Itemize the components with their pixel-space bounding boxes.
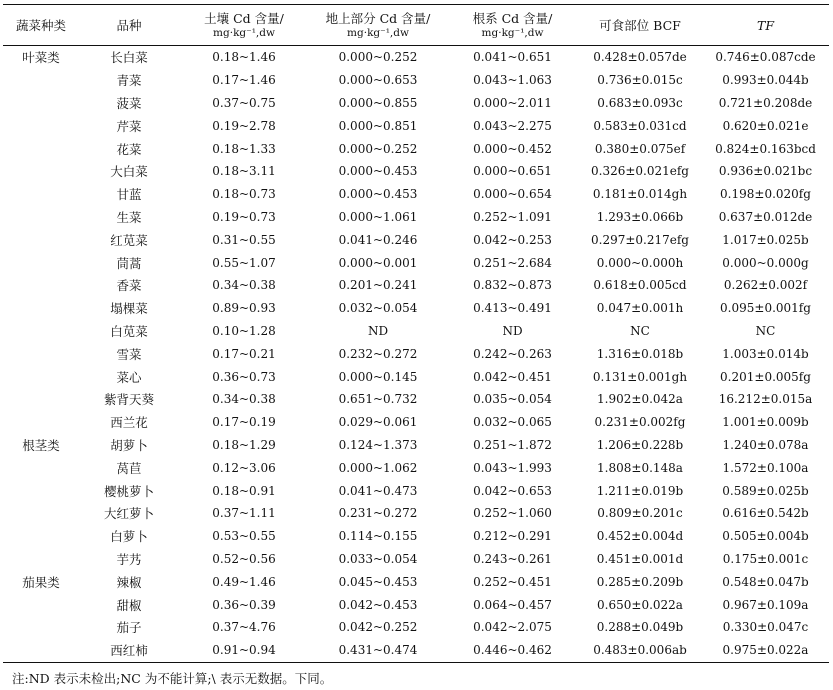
cell-shoot-cd: 0.231~0.272	[338, 506, 418, 521]
cell-tf: 16.212±0.015a	[718, 392, 813, 407]
cell-bcf: 0.618±0.005cd	[593, 278, 687, 293]
cell-shoot-cd: 0.114~0.155	[338, 529, 418, 544]
cell-root-cd: 0.212~0.291	[473, 529, 552, 544]
cell-root-cd: 0.064~0.457	[473, 597, 552, 612]
header-soil-cd: 土壤 Cd 含量/ mg·kg⁻¹,dw	[204, 10, 284, 39]
cell-root-cd: 0.000~0.452	[473, 141, 552, 156]
cell-tf: 0.746±0.087cde	[715, 50, 816, 65]
cell-soil-cd: 0.17~0.21	[212, 346, 276, 361]
cell-variety: 长白菜	[110, 50, 148, 66]
table-row	[3, 114, 829, 137]
cell-bcf: 0.181±0.014gh	[592, 187, 688, 202]
cell-bcf: 0.380±0.075ef	[594, 141, 686, 156]
cell-tf: NC	[755, 323, 776, 338]
cell-root-cd: 0.413~0.491	[473, 301, 552, 316]
table-row	[3, 320, 829, 343]
table-row	[3, 502, 829, 525]
cell-bcf: 0.683±0.093c	[597, 95, 683, 110]
cell-tf: 0.637±0.012de	[718, 209, 813, 224]
table-row	[3, 456, 829, 479]
table-row	[3, 69, 829, 92]
header-tf: TF	[756, 17, 774, 33]
cell-variety: 青菜	[116, 73, 142, 89]
cell-shoot-cd: 0.000~0.001	[338, 255, 418, 270]
cell-category	[3, 639, 79, 662]
cell-bcf: 0.452±0.004d	[596, 529, 684, 544]
cell-bcf: 1.293±0.066b	[596, 209, 684, 224]
header-variety: 品种	[116, 17, 142, 33]
cell-shoot-cd: 0.000~1.061	[338, 209, 418, 224]
table-row	[3, 525, 829, 548]
cell-category	[3, 388, 79, 411]
cell-soil-cd: 0.55~1.07	[212, 255, 276, 270]
cell-category	[3, 137, 79, 160]
cell-variety: 白萝卜	[110, 529, 148, 545]
cell-root-cd: 0.032~0.065	[473, 415, 552, 430]
cell-tf: 1.001±0.009b	[722, 415, 809, 430]
table-row	[3, 342, 829, 365]
cell-bcf: 1.206±0.228b	[596, 437, 684, 452]
cell-category: 根茎类	[22, 437, 60, 453]
cell-soil-cd: 0.89~0.93	[212, 301, 276, 316]
cell-category	[3, 160, 79, 183]
cell-bcf: 1.211±0.019b	[596, 483, 684, 498]
cell-tf: 0.993±0.044b	[722, 73, 809, 88]
cell-shoot-cd: 0.000~1.062	[338, 460, 418, 475]
cell-shoot-cd: 0.000~0.453	[338, 187, 418, 202]
cell-bcf: 0.583±0.031cd	[593, 118, 687, 133]
table-row	[3, 46, 829, 69]
header-row	[3, 5, 829, 46]
cell-tf: 0.262±0.002f	[723, 278, 808, 293]
table-row	[3, 251, 829, 274]
cell-variety: 塌棵菜	[110, 301, 148, 317]
cell-root-cd: 0.035~0.054	[473, 392, 552, 407]
cell-soil-cd: 0.18~1.46	[212, 50, 276, 65]
cell-tf: 0.967±0.109a	[722, 597, 809, 612]
cell-bcf: 0.297±0.217efg	[591, 232, 689, 247]
cell-tf: 0.620±0.021e	[722, 118, 809, 133]
table-row	[3, 365, 829, 388]
cell-bcf: 0.451±0.001d	[596, 551, 684, 566]
cell-category	[3, 616, 79, 639]
cell-soil-cd: 0.18~0.91	[212, 483, 276, 498]
cell-soil-cd: 0.52~0.56	[212, 551, 276, 566]
table-row	[3, 183, 829, 206]
cell-soil-cd: 0.18~1.29	[212, 437, 276, 452]
cell-bcf: 0.736±0.015c	[597, 73, 683, 88]
cell-bcf: 0.000~0.000h	[596, 255, 684, 270]
cell-soil-cd: 0.19~0.73	[212, 209, 276, 224]
cell-tf: 0.505±0.004b	[722, 529, 809, 544]
cell-tf: 1.003±0.014b	[722, 346, 809, 361]
cell-category	[3, 69, 79, 92]
table-note: 注:ND 表示未检出;NC 为不能计算;\ 表示无数据。下同。	[12, 671, 333, 686]
cell-category	[3, 206, 79, 229]
header-shoot-cd: 地上部分 Cd 含量/ mg·kg⁻¹,dw	[325, 10, 431, 39]
cell-root-cd: ND	[502, 323, 523, 338]
cell-soil-cd: 0.17~0.19	[212, 415, 276, 430]
cell-shoot-cd: 0.000~0.453	[338, 164, 418, 179]
cell-bcf: NC	[630, 323, 650, 338]
cell-variety: 西兰花	[110, 415, 148, 431]
cell-variety: 茼蒿	[116, 255, 142, 271]
cell-shoot-cd: 0.032~0.054	[338, 301, 418, 316]
cell-tf: 0.616±0.542b	[722, 506, 809, 521]
table-row	[3, 92, 829, 115]
cell-variety: 大白菜	[110, 164, 148, 180]
cell-category	[3, 456, 79, 479]
cell-root-cd: 0.000~0.651	[473, 164, 552, 179]
cell-variety: 西红柿	[110, 643, 148, 659]
cell-root-cd: 0.251~1.872	[473, 437, 552, 452]
cell-variety: 莴苣	[116, 460, 142, 476]
table-row	[3, 593, 829, 616]
cell-soil-cd: 0.31~0.55	[212, 232, 276, 247]
cell-root-cd: 0.251~2.684	[473, 255, 552, 270]
cell-shoot-cd: 0.000~0.252	[338, 141, 418, 156]
cell-root-cd: 0.042~0.253	[473, 232, 552, 247]
cell-variety: 白苋菜	[110, 323, 148, 339]
cell-shoot-cd: 0.232~0.272	[338, 346, 418, 361]
table-row	[3, 479, 829, 502]
cell-soil-cd: 0.37~0.75	[212, 95, 276, 110]
cell-tf: 0.175±0.001c	[722, 551, 809, 566]
cell-bcf: 0.285±0.209b	[596, 574, 684, 589]
cell-category: 叶菜类	[22, 50, 60, 66]
cell-tf: 1.240±0.078a	[722, 437, 809, 452]
cell-variety: 樱桃萝卜	[103, 483, 154, 499]
table-row	[3, 297, 829, 320]
cell-shoot-cd: 0.041~0.246	[338, 232, 418, 247]
cell-variety: 大红萝卜	[103, 506, 154, 522]
cell-bcf: 1.808±0.148a	[597, 460, 683, 475]
cell-shoot-cd: 0.000~0.653	[338, 73, 418, 88]
cell-root-cd: 0.242~0.263	[473, 346, 552, 361]
cell-bcf: 1.316±0.018b	[596, 346, 684, 361]
cell-bcf: 0.131±0.001gh	[592, 369, 688, 384]
cell-soil-cd: 0.91~0.94	[212, 643, 276, 658]
cell-soil-cd: 0.34~0.38	[212, 392, 276, 407]
cell-shoot-cd: 0.000~0.855	[338, 95, 418, 110]
cell-category	[3, 593, 79, 616]
cell-tf: 0.201±0.005fg	[720, 369, 811, 384]
cell-tf: 0.095±0.001fg	[720, 301, 811, 316]
cell-tf: 0.548±0.047b	[722, 574, 809, 589]
cell-soil-cd: 0.36~0.73	[212, 369, 276, 384]
cell-root-cd: 0.042~0.653	[473, 483, 552, 498]
cell-category	[3, 183, 79, 206]
cell-tf: 0.330±0.047c	[722, 620, 809, 635]
cell-shoot-cd: 0.033~0.054	[338, 551, 418, 566]
cell-variety: 紫背天葵	[103, 392, 154, 408]
cell-soil-cd: 0.12~3.06	[212, 460, 276, 475]
cell-soil-cd: 0.37~4.76	[212, 620, 276, 635]
table-row	[3, 388, 829, 411]
cell-soil-cd: 0.18~1.33	[212, 141, 276, 156]
cell-root-cd: 0.000~2.011	[473, 95, 552, 110]
cell-category: 茄果类	[22, 574, 60, 590]
cell-root-cd: 0.446~0.462	[473, 643, 552, 658]
table-row	[3, 228, 829, 251]
table-row	[3, 206, 829, 229]
cell-root-cd: 0.042~0.451	[473, 369, 552, 384]
cell-bcf: 0.326±0.021efg	[591, 164, 689, 179]
cell-shoot-cd: 0.042~0.453	[338, 597, 418, 612]
cell-shoot-cd: ND	[367, 323, 389, 338]
cell-tf: 0.000~0.000g	[722, 255, 809, 270]
cell-tf: 1.017±0.025b	[722, 232, 809, 247]
cell-category	[3, 502, 79, 525]
table-row	[3, 434, 829, 457]
cell-soil-cd: 0.18~3.11	[212, 164, 276, 179]
cell-soil-cd: 0.49~1.46	[212, 574, 276, 589]
cell-tf: 1.572±0.100a	[722, 460, 809, 475]
table-row	[3, 548, 829, 571]
cell-variety: 菠菜	[116, 95, 142, 111]
cell-category	[3, 411, 79, 434]
cell-shoot-cd: 0.000~0.252	[338, 50, 418, 65]
cd-content-table	[3, 4, 829, 663]
cell-variety: 红苋菜	[110, 232, 148, 248]
cell-tf: 0.936±0.021bc	[718, 164, 813, 179]
table-row	[3, 570, 829, 593]
cell-variety: 甜椒	[116, 597, 142, 613]
cell-variety: 芋艿	[116, 551, 142, 567]
cell-tf: 0.589±0.025b	[722, 483, 809, 498]
cell-bcf: 0.288±0.049b	[596, 620, 684, 635]
cell-bcf: 0.231±0.002fg	[594, 415, 686, 430]
table-row	[3, 616, 829, 639]
cell-root-cd: 0.832~0.873	[473, 278, 552, 293]
cell-root-cd: 0.043~2.275	[473, 118, 552, 133]
cell-shoot-cd: 0.000~0.851	[338, 118, 418, 133]
cell-category	[3, 251, 79, 274]
cell-bcf: 0.428±0.057de	[593, 50, 687, 65]
cell-category	[3, 525, 79, 548]
cell-bcf: 0.809±0.201c	[597, 506, 683, 521]
cell-root-cd: 0.252~1.060	[473, 506, 552, 521]
cell-category	[3, 297, 79, 320]
cell-category	[3, 114, 79, 137]
cell-soil-cd: 0.37~1.11	[212, 506, 276, 521]
cell-soil-cd: 0.36~0.39	[212, 597, 276, 612]
header-category: 蔬菜种类	[15, 17, 66, 33]
header-root-cd: 根系 Cd 含量/ mg·kg⁻¹,dw	[472, 10, 553, 39]
cell-bcf: 0.650±0.022a	[597, 597, 683, 612]
cell-variety: 花菜	[116, 141, 142, 157]
table-row	[3, 137, 829, 160]
cell-category	[3, 92, 79, 115]
cell-bcf: 1.902±0.042a	[597, 392, 683, 407]
cell-bcf: 0.047±0.001h	[596, 301, 684, 316]
table-row	[3, 160, 829, 183]
cell-bcf: 0.483±0.006ab	[593, 643, 687, 658]
cell-category	[3, 274, 79, 297]
cell-variety: 胡萝卜	[110, 437, 148, 453]
cell-category	[3, 479, 79, 502]
cell-variety: 菜心	[116, 369, 142, 385]
cell-root-cd: 0.243~0.261	[473, 551, 552, 566]
cell-soil-cd: 0.34~0.38	[212, 278, 276, 293]
cell-tf: 0.198±0.020fg	[720, 187, 811, 202]
cell-root-cd: 0.043~1.063	[473, 73, 552, 88]
cell-category	[3, 320, 79, 343]
cell-root-cd: 0.252~0.451	[473, 574, 552, 589]
cell-variety: 甘蓝	[116, 187, 142, 203]
cell-tf: 0.975±0.022a	[722, 643, 809, 658]
cell-variety: 芹菜	[116, 118, 142, 134]
cell-shoot-cd: 0.124~1.373	[338, 437, 418, 452]
cell-soil-cd: 0.18~0.73	[212, 187, 276, 202]
table-row	[3, 411, 829, 434]
cell-shoot-cd: 0.045~0.453	[338, 574, 418, 589]
cell-category	[3, 365, 79, 388]
cell-shoot-cd: 0.029~0.061	[338, 415, 418, 430]
cell-tf: 0.721±0.208de	[718, 95, 813, 110]
cell-root-cd: 0.000~0.654	[473, 187, 552, 202]
cell-soil-cd: 0.17~1.46	[212, 73, 276, 88]
cell-tf: 0.824±0.163bcd	[715, 141, 816, 156]
cell-category	[3, 342, 79, 365]
cell-root-cd: 0.252~1.091	[473, 209, 552, 224]
cell-soil-cd: 0.53~0.55	[212, 529, 276, 544]
cell-variety: 茄子	[116, 620, 142, 636]
cell-variety: 香菜	[116, 278, 142, 294]
cell-shoot-cd: 0.000~0.145	[338, 369, 418, 384]
cell-root-cd: 0.043~1.993	[473, 460, 552, 475]
cell-category	[3, 228, 79, 251]
cell-variety: 雪菜	[116, 346, 142, 362]
cell-soil-cd: 0.10~1.28	[212, 323, 276, 338]
table-row	[3, 639, 829, 662]
cell-shoot-cd: 0.651~0.732	[338, 392, 418, 407]
cell-root-cd: 0.041~0.651	[473, 50, 552, 65]
header-bcf: 可食部位 BCF	[599, 17, 681, 33]
cell-shoot-cd: 0.201~0.241	[338, 278, 418, 293]
cell-category	[3, 548, 79, 571]
cell-variety: 辣椒	[116, 574, 142, 590]
table-body	[3, 46, 829, 663]
cell-soil-cd: 0.19~2.78	[212, 118, 276, 133]
cell-shoot-cd: 0.431~0.474	[338, 643, 418, 658]
cell-shoot-cd: 0.042~0.252	[338, 620, 418, 635]
cell-variety: 生菜	[116, 209, 142, 225]
cell-root-cd: 0.042~2.075	[473, 620, 552, 635]
table-row	[3, 274, 829, 297]
cell-shoot-cd: 0.041~0.473	[338, 483, 418, 498]
